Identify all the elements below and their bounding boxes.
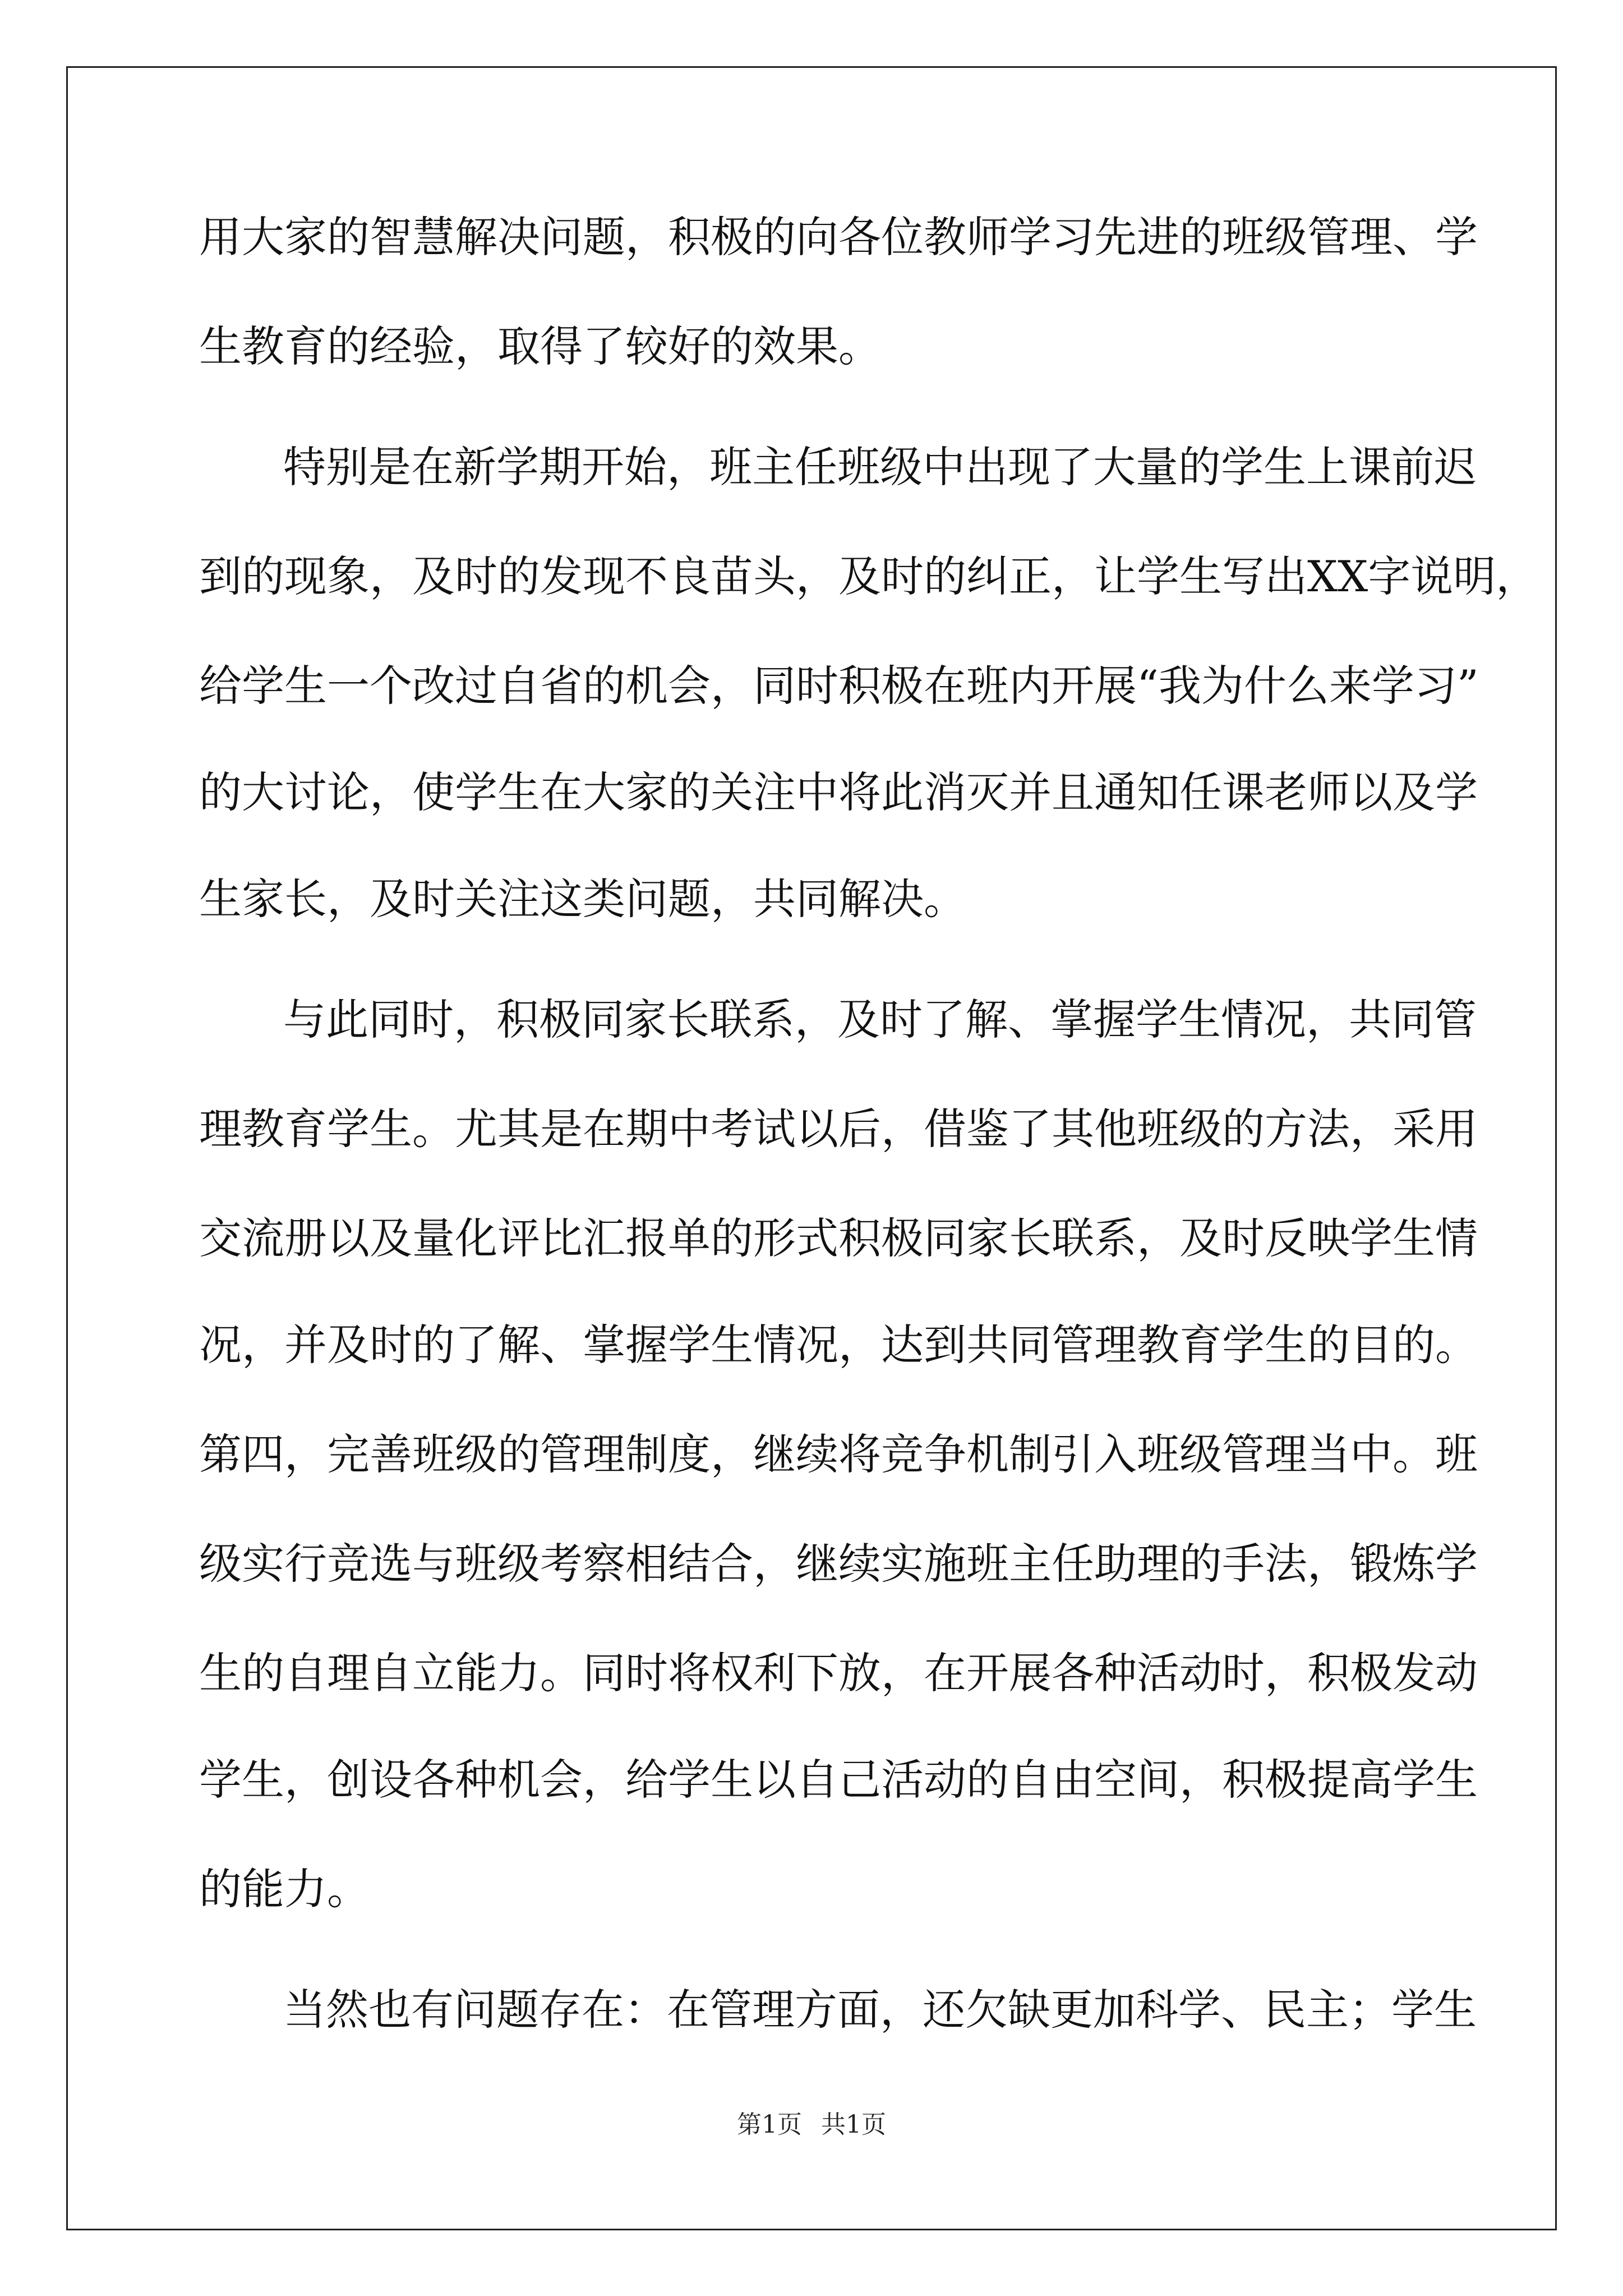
text-line: 用大家的智慧解决问题，积极的向各位教师学习先进的班级管理、学 xyxy=(199,212,1478,262)
text-line: 交流册以及量化评比汇报单的形式积极同家长联系，及时反映学生情 xyxy=(199,1213,1478,1263)
text-line: 学生，创设各种机会，给学生以自己活动的自由空间，积极提高学生 xyxy=(199,1755,1478,1805)
text-line: 到的现象，及时的发现不良苗头，及时的纠正，让学生写出XX字说明， xyxy=(199,551,1539,601)
text-line: 特别是在新学期开始，班主任班级中出现了大量的学生上课前迟 xyxy=(283,442,1477,492)
page-number: 第1页 xyxy=(737,2110,802,2139)
text-line: 生教育的经验，取得了较好的效果。 xyxy=(199,321,881,371)
text-line: 第四，完善班级的管理制度，继续将竞争机制引入班级管理当中。班 xyxy=(199,1429,1478,1479)
text-line: 生家长，及时关注这类问题，共同解决。 xyxy=(199,874,966,924)
text-line: 况，并及时的了解、掌握学生情况，达到共同管理教育学生的目的。 xyxy=(199,1320,1478,1370)
text-line: 与此同时，积极同家长联系，及时了解、掌握学生情况，共同管 xyxy=(283,995,1477,1045)
text-line: 的能力。 xyxy=(199,1864,370,1914)
text-line: 级实行竞选与班级考察相结合，继续实施班主任助理的手法，锻炼学 xyxy=(199,1539,1478,1589)
text-line: 生的自理自立能力。同时将权利下放，在开展各种活动时，积极发动 xyxy=(199,1648,1478,1698)
text-line: 理教育学生。尤其是在期中考试以后，借鉴了其他班级的方法，采用 xyxy=(199,1104,1478,1154)
page-total: 共1页 xyxy=(821,2110,886,2139)
text-line: 当然也有问题存在：在管理方面，还欠缺更加科学、民主；学生 xyxy=(283,1985,1477,2035)
text-line: 的大讨论，使学生在大家的关注中将此消灭并且通知任课老师以及学 xyxy=(199,767,1478,817)
page-footer xyxy=(0,2108,1623,2142)
text-line: 给学生一个改过自省的机会，同时积极在班内开展“我为什么来学习” xyxy=(199,661,1479,711)
